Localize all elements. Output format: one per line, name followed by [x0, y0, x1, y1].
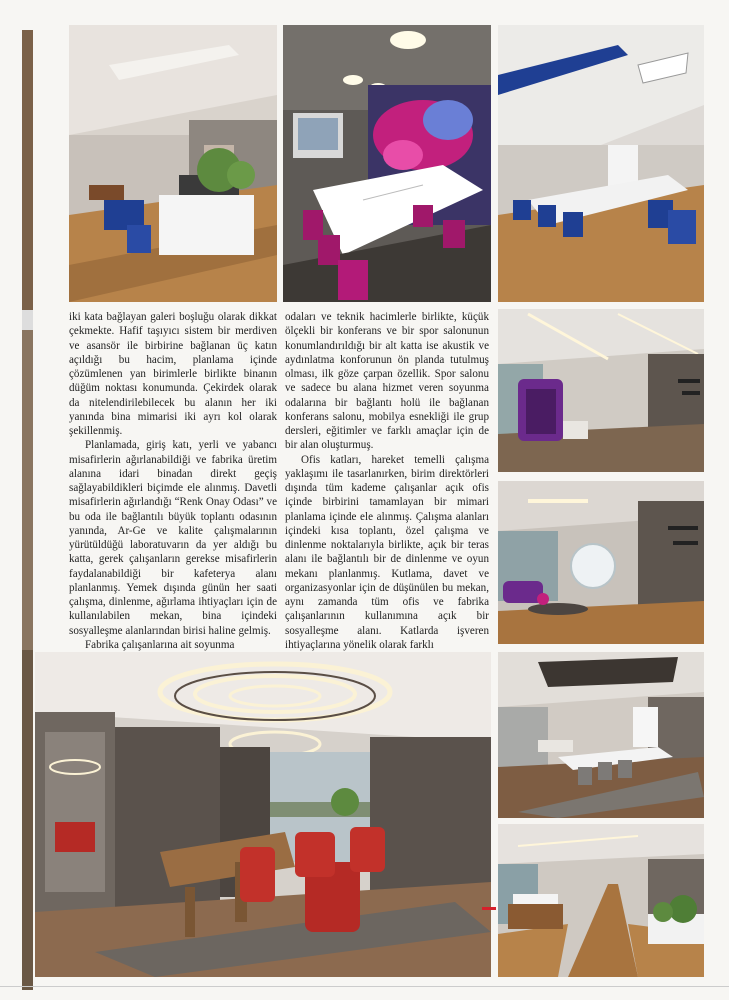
page-accent-marker: [482, 907, 496, 910]
photo-play-area: [498, 481, 704, 644]
photo-lounge-purple-booth: [498, 309, 704, 472]
photo-executive-office: [35, 652, 491, 977]
paragraph: Fabrika çalışanlarına ait soyunma: [85, 638, 235, 651]
adjacent-page-edge: [22, 30, 33, 990]
photo-meeting-room-mural: [283, 25, 491, 302]
photo-reception-corridor: [498, 824, 704, 977]
photo-open-office: [69, 25, 277, 302]
photo-boardroom-blue: [498, 25, 704, 302]
article-column-1: [69, 310, 277, 652]
paragraph: Planlamada, giriş katı, yerli ve yabancı misafirlerin ağırlanabildiği ve fabrika üretim alanına idari binadan direkt geçiş sağlayabildikleri biçimde ele alınmış. Davetli misafirlerin ağırlandığı “Renk Onay Odası” ve bu oda ile bağlantılı büyük toplantı odasının yanında, Ar-Ge ve kalite çalışmalarının yürütüldüğü laboratuvarın da yer aldığı bu katta, gerek çalışanların gerekse misafirlerin faydalanabildiği bir kafeterya alanı planlanmış. Yemek dışında günün her saati çalışma, dinlenme, ağırlama ihtiyaçları için de kullanılabilen mekan, bina içindeki sosyalleşme alanlarından birisi haline gelmiş.: [69, 439, 277, 637]
paragraph: iki kata bağlayan galeri boşluğu olarak dikkat çekmekte. Hafif taşıyıcı sistem bir merdiven ve asansör ile birbirine bağlanan üç katın açıldığı bu hacim, planlama içinde çözümlenen yan birimlerle birlikte binanın düğüm noktası konumunda. Çekirdek olarak da nitelendirilebilecek bu alanın her iki yanında bina mimarisi iki ayrı kol olarak şekillenmiş.: [69, 311, 277, 437]
article-column-2: [285, 310, 489, 652]
photo-meeting-lounge: [498, 652, 704, 818]
page-fold-marker: [0, 986, 729, 987]
paragraph: odaları ve teknik hacimlerle birlikte, küçük ölçekli bir konferans ve bir spor salonunun konumlandırıldığı bir alt katta ise akustik ve aydınlatma konforunun ön planda tutulmuş olması, ilk göze çarpan özellik. Spor salonu ve sadece bu alana hizmet veren soyunma odalarına bir bağlantı holü ile bağlanan konferans salonu, mobilya esnekliği ile grup dersleri, eğitimler ve farklı amaçlar için de bir alan oluşturmuş.: [285, 311, 489, 452]
paragraph: Ofis katları, hareket temelli çalışma yaklaşımı ile tasarlanırken, birim direktörleri dışında tüm kademe çalışanlar açık ofis içinde birbirini tamamlayan bir mimari planlama içinde ele alınmış. Çalışma alanları içindeki kısa toplantı, özel çalışma ve dinlenme noktalarıyla birlikte, açık bir teras alanı ile bağlantılı bir de dinlenme ve oyun mekanı planlanmış. Kutlama, davet ve organizasyonlar için de düşünülen bu mekan, aynı zamanda tüm ofis ve fabrika çalışanlarının kullanımına açık bir sosyalleşme alanı. Katlarda işveren ihtiyaçlarına yönelik olarak farklı: [285, 453, 489, 651]
